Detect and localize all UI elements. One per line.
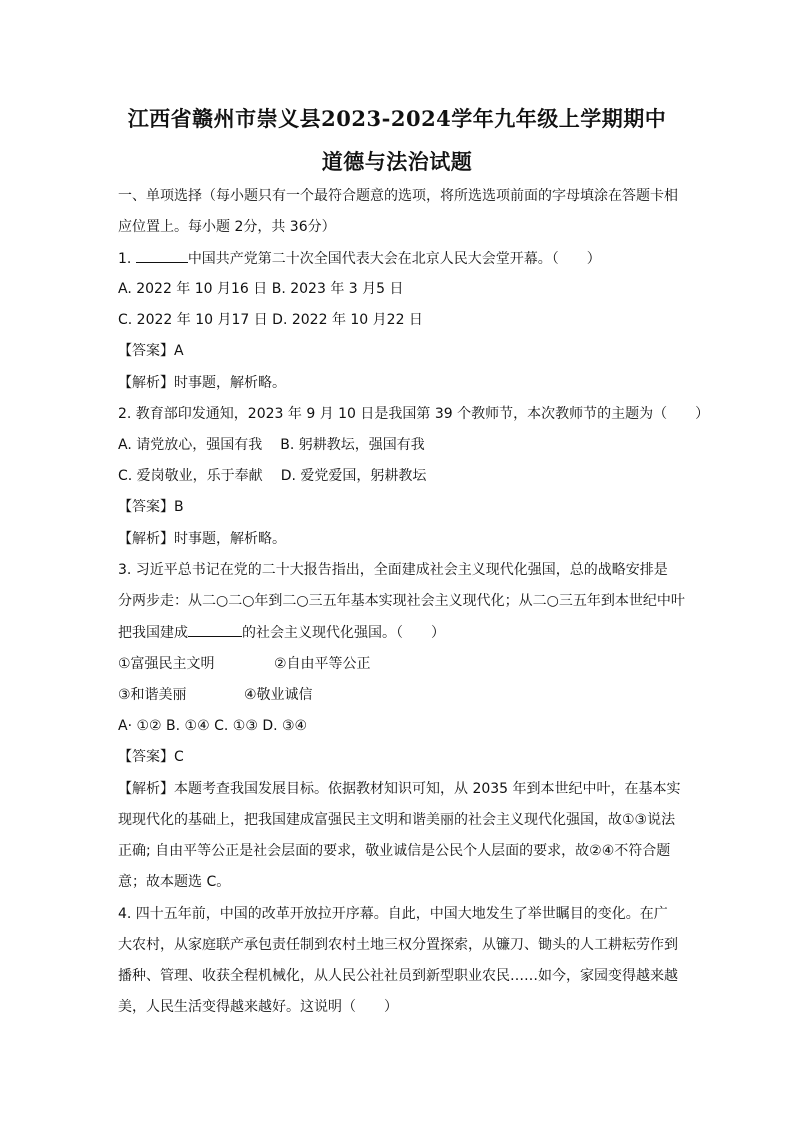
question-4-stem-line2: 大农村，从家庭联产承包责任制到农村土地三权分置探索，从镰刀、锄头的人工耕耘劳作到 [118,937,678,953]
question-3-answer: 【答案】C [118,749,184,765]
question-1-options-ab: A. 2022 年 10 月16 日 B. 2023 年 3 月5 日 [118,281,404,297]
question-4-stem-line1: 4. 四十五年前，中国的改革开放拉开序幕。自此，中国大地发生了举世瞩目的变化。在广 [118,906,668,922]
section-heading-line2: 应位置上。每小题 2分，共 36分） [118,219,336,235]
question-2-options-cd [118,466,678,486]
question-3-items-34 [118,685,678,705]
question-4-stem-line3: 播种、管理、收获全程机械化，从人民公社社员到新型职业农民……如今，家园变得越来越 [118,968,678,984]
question-3-item-3: ③和谐美丽 [118,687,187,703]
question-2-answer: 【答案】B [118,499,184,515]
question-3-analysis-line4: 意；故本题选 C。 [118,874,231,890]
question-2-analysis: 【解析】时事题，解析略。 [118,531,286,547]
question-3-options: A· ①② B. ①④ C. ①③ D. ③④ [118,718,308,734]
fill-blank [136,248,188,263]
question-3-stem-line1: 3. 习近平总书记在党的二十大报告指出，全面建成社会主义现代化强国，总的战略安排是 [118,562,668,578]
exam-title-line1: 江西省赣州市崇义县2023-2024学年九年级上学期期中 [127,106,667,131]
question-2-options-ab [118,435,678,455]
question-1-analysis: 【解析】时事题，解析略。 [118,375,286,391]
question-1-number: 1. [118,251,136,267]
question-2-stem: 2. 教育部印发通知，2023 年 9 月 10 日是我国第 39 个教师节，本次教师节的主题为（ ） [118,406,710,422]
question-2-option-d: D. 爱党爱国，躬耕教坛 [280,468,427,484]
question-3-stem-post: 的社会主义现代化强国。（ ） [242,625,445,641]
question-3-analysis-line3: 正确; 自由平等公正是社会层面的要求，敬业诚信是公民个人层面的要求，故②④不符合题 [118,843,671,859]
section-heading-line1: 一、单项选择（每小题只有一个最符合题意的选项，将所选选项前面的字母填涂在答题卡相 [118,188,678,204]
question-1-answer: 【答案】A [118,343,184,359]
question-1-stem [118,248,678,269]
question-3-item-2: ②自由平等公正 [274,656,371,672]
question-3-item-4: ④敬业诚信 [244,687,313,703]
fill-blank [188,622,242,637]
question-1-text: 中国共产党第二十次全国代表大会在北京人民大会堂开幕。（ ） [187,251,601,267]
question-3-stem-line3 [118,622,678,643]
question-4-stem-line4: 美，人民生活变得越来越好。这说明（ ） [118,999,398,1015]
question-1-options-cd: C. 2022 年 10 月17 日 D. 2022 年 10 月22 日 [118,312,423,328]
question-2-option-a: A. 请党放心，强国有我 [118,437,263,453]
question-3-analysis-line1: 【解析】本题考查我国发展目标。依据教材知识可知，从 2035 年到本世纪中叶，在基本实 [118,781,681,797]
question-3-analysis-line2: 现现代化的基础上，把我国建成富强民主文明和谐美丽的社会主义现代化强国，故①③说法 [118,812,676,828]
question-2-option-c: C. 爱岗敬业，乐于奉献 [118,468,263,484]
question-3-stem-pre: 把我国建成 [118,625,188,641]
question-3-stem-line2: 分两步走：从二○二○年到二○三五年基本实现社会主义现代化；从二○三五年到本世纪中叶 [118,593,685,609]
question-2-option-b: B. 躬耕教坛，强国有我 [280,437,425,453]
question-3-item-1: ①富强民主文明 [118,656,215,672]
question-3-items-12 [118,654,678,674]
exam-title-line2: 道德与法治试题 [321,149,473,174]
